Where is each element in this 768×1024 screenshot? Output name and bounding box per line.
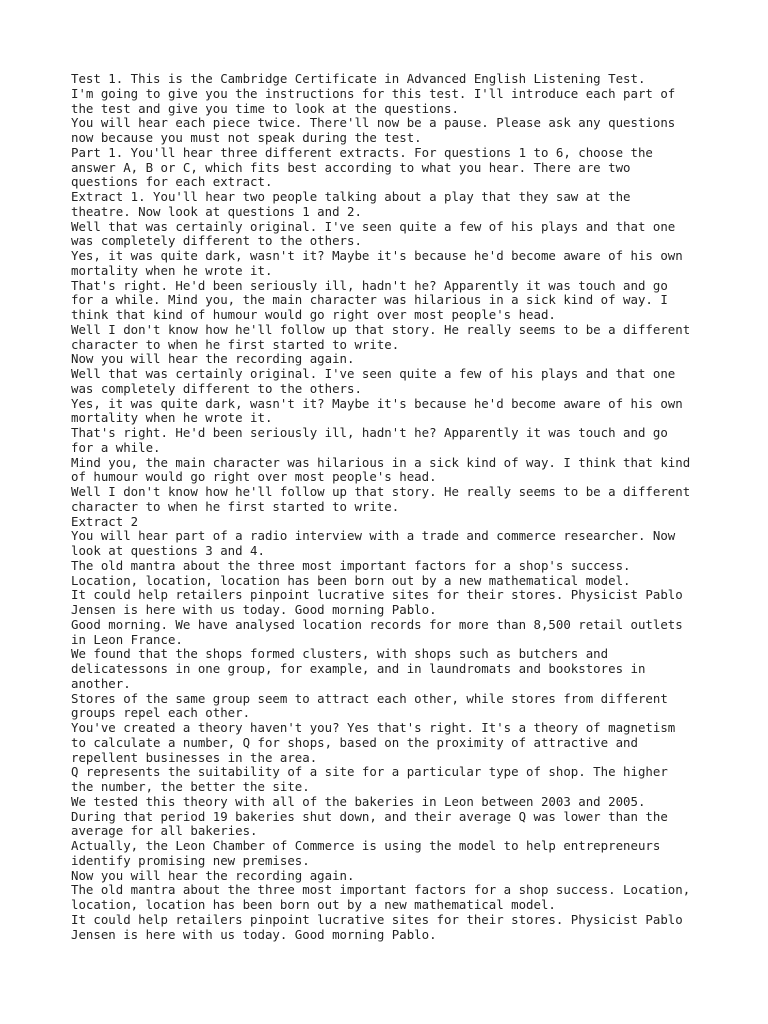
dialogue-line: That's right. He'd been seriously ill, hadn't he? Apparently it was touch and go for a while. xyxy=(71,425,668,455)
dialogue-line: That's right. He'd been seriously ill, hadn't he? Apparently it was touch and go for a while. Mind you, the main character was hilarious in a sick kind of way. I think that kind of humour would go right over most people's head. xyxy=(71,277,668,322)
dialogue-line: Well that was certainly original. I've seen quite a few of his plays and that one was completely different to the others. xyxy=(71,218,676,249)
transcript-page xyxy=(71,72,711,942)
interview-line: We tested this theory with all of the bakeries in Leon between 2003 and 2005. During that period 19 bakeries shut down, and their average Q was lower than the average for all bakeries. xyxy=(71,793,668,839)
repeat-notice: Now you will hear the recording again. xyxy=(71,351,355,367)
interview-line: Good morning. We have analysed location records for more than 8,500 retail outlets in Leon France. xyxy=(71,616,683,647)
repeat-notice: Now you will hear the recording again. xyxy=(71,867,355,883)
extract-2-intro: You will hear part of a radio interview with a trade and commerce researcher. Now look at questions 3 and 4. xyxy=(71,528,676,558)
interview-line: We found that the shops formed clusters, with shops such as butchers and delicatessons in one group, for example, and in laundromats and bookstores in another. xyxy=(71,646,646,691)
dialogue-line: Mind you, the main character was hilarious in a sick kind of way. I think that kind of humour would go right over most people's head. xyxy=(71,454,691,485)
interview-line: It could help retailers pinpoint lucrative sites for their stores. Physicist Pablo Jensen is here with us today. Good morning Pablo. xyxy=(71,911,683,942)
instructions-paragraph: I'm going to give you the instructions for this test. I'll introduce each part of the test and give you time to look at the questions. xyxy=(71,85,676,116)
part-1-intro: Part 1. You'll hear three different extracts. For questions 1 to 6, choose the answer A, B or C, which fits best according to what you hear. There are two questions for each extract. xyxy=(71,144,653,190)
dialogue-line: Well I don't know how he'll follow up that story. He really seems to be a different character to when he first started to write. xyxy=(71,484,691,514)
extract-2-heading: Extract 2 xyxy=(71,513,139,529)
interview-line: Actually, the Leon Chamber of Commerce is using the model to help entrepreneurs identify promising new premises. xyxy=(71,838,661,868)
dialogue-line: Yes, it was quite dark, wasn't it? Maybe it's because he'd become aware of his own mortality when he wrote it. xyxy=(71,248,683,278)
heading-test-1: Test 1. This is the Cambridge Certificate in Advanced English Listening Test. xyxy=(71,71,646,86)
interview-line: The old mantra about the three most important factors for a shop's success. Location, location, location has been born out by a new mathematical model. xyxy=(71,557,631,588)
dialogue-line: Well that was certainly original. I've seen quite a few of his plays and that one was completely different to the others. xyxy=(71,366,676,396)
dialogue-line: Yes, it was quite dark, wasn't it? Maybe it's because he'd become aware of his own mortality when he wrote it. xyxy=(71,395,683,426)
extract-1-intro: Extract 1. You'll hear two people talking about a play that they saw at the theatre. Now look at questions 1 and 2. xyxy=(71,189,631,219)
interview-line: Stores of the same group seem to attract each other, while stores from different groups repel each other. xyxy=(71,690,668,721)
interview-line: Q represents the suitability of a site for a particular type of shop. The higher the number, the better the site. xyxy=(71,764,668,794)
interview-line: You've created a theory haven't you? Yes that's right. It's a theory of magnetism to calculate a number, Q for shops, based on the proximity of attractive and repellent businesses in the area. xyxy=(71,720,676,765)
interview-line: The old mantra about the three most important factors for a shop success. Location, location, location has been born out by a new mathematical model. xyxy=(71,882,691,912)
dialogue-line: Well I don't know how he'll follow up that story. He really seems to be a different character to when he first started to write. xyxy=(71,321,691,352)
instructions-paragraph: You will hear each piece twice. There'll now be a pause. Please ask any questions now because you must not speak during the test. xyxy=(71,115,676,145)
interview-line: It could help retailers pinpoint lucrative sites for their stores. Physicist Pablo Jensen is here with us today. Good morning Pablo. xyxy=(71,587,683,617)
